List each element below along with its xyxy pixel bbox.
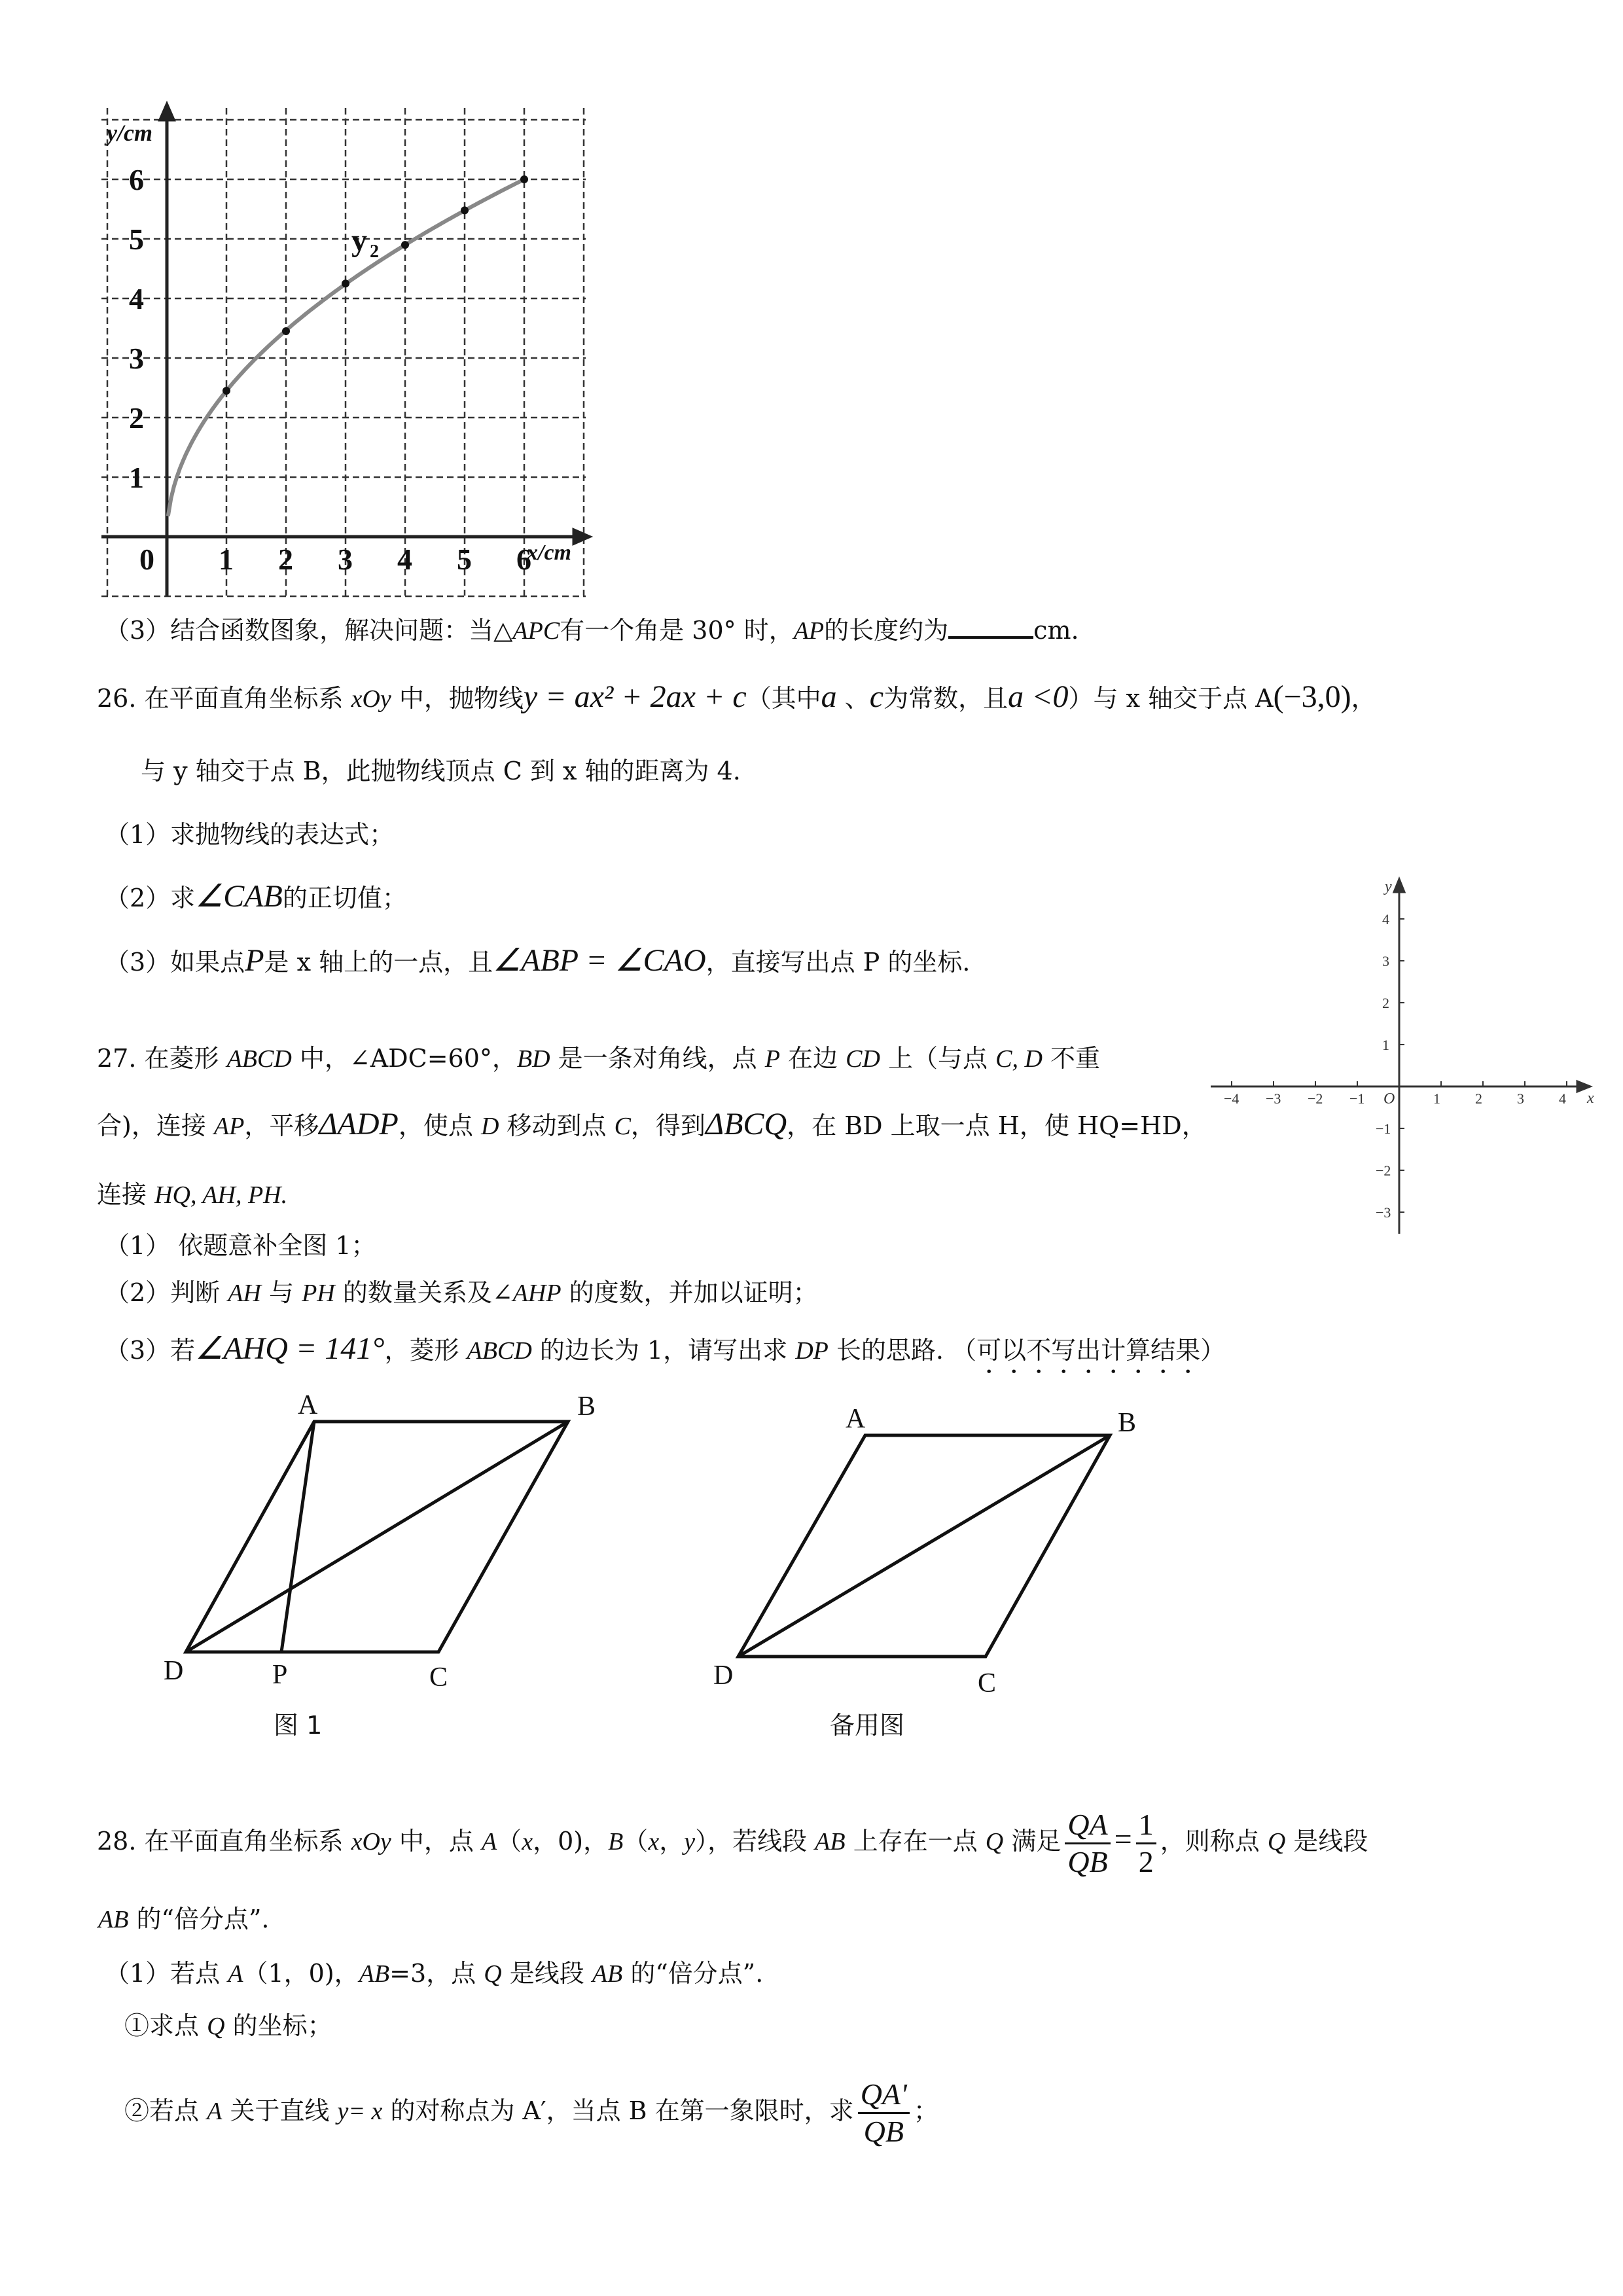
x-tick-label: −1 [1349,1090,1365,1107]
q25-unit: cm. [1033,616,1079,645]
q27-text: ，得到 [630,1111,705,1140]
q27-text: 在边 [779,1044,846,1073]
q28-ab: AB [359,1960,390,1988]
y-tick-label: 2 [1382,995,1389,1011]
q28-text: ， [659,1827,685,1856]
q28-text: 关于直线 [222,2096,338,2125]
q26-a: a [821,679,837,714]
q25-text-1: （3）结合函数图象，解决问题：当△ [105,616,513,645]
q28-sub1 [105,1957,763,1990]
x-tick-label: −4 [1224,1090,1240,1107]
label-c: C [429,1662,448,1693]
x-tick-label: 6 [516,543,531,576]
q26-text: 中，抛物线 [391,684,524,713]
q27-text: （3）若 [105,1336,196,1365]
q27-line1 [97,1042,1100,1075]
q27-text: 连接 [97,1180,155,1209]
q28-text: （ [623,1827,649,1856]
label-b: B [577,1391,596,1422]
y-tick-label: 6 [129,163,144,196]
q28-q: Q [985,1828,1004,1856]
figure-1-caption: 图 1 [274,1711,323,1740]
y-tick-label: 4 [1382,911,1389,927]
q27-text: ，使点 [398,1111,481,1140]
q26-text: ）与 x 轴交于点 A [1068,684,1274,713]
q28-text: 28. 在平面直角坐标系 [97,1827,351,1856]
origin-label: 0 [139,543,154,576]
q27-sub2 [105,1276,818,1310]
backup-figure-caption: 备用图 [830,1711,905,1740]
q26-text: 为常数，且 [883,684,1008,713]
x-tick-label: 3 [338,543,353,576]
q27-emphasis-text: 可以不写出计算结果 [976,1336,1201,1365]
q28-x: x [522,1828,533,1856]
function-graph-y2 [101,108,599,599]
y-tick-label: −2 [1376,1162,1391,1179]
q26-text: （2）求 [105,884,196,912]
q27-sub1: （1） 依题意补全图 1； [105,1231,376,1260]
q28-text: 的对称点为 A′，当点 B 在第一象限时，求 [382,2096,854,2125]
q27-text: 合)，连接 [97,1111,214,1140]
q26-sub2 [105,880,407,914]
frac-den: QB [863,2115,904,2148]
q27-cd: CD [846,1045,880,1073]
q26-point-a: (−3,0) [1273,679,1351,714]
equals-sign: = [1114,1822,1132,1857]
frac-num: 1 [1136,1807,1156,1844]
q27-text: 长的思路. （ [828,1336,977,1365]
x-tick-label: 2 [278,543,293,576]
q28-text: ），若线段 [695,1827,815,1856]
q27-text: （2）判断 [105,1278,228,1307]
y-tick-label: 1 [1382,1037,1389,1053]
q28-case1 [124,2009,332,2043]
q28-case2 [124,2075,938,2149]
q27-text: ，平移 [244,1111,319,1140]
q27-text: ，菱形 [384,1336,467,1365]
q28-a: A [207,2098,223,2125]
q27-cd-points: C, D [995,1045,1043,1073]
q26-cond: a <0 [1008,679,1069,714]
x-tick-label: 2 [1475,1090,1482,1107]
q28-y: y [684,1828,696,1856]
figure-1-rhombus [157,1390,615,1695]
q27-ap: AP [213,1113,245,1140]
q28-text: 的“倍分点”. [128,1905,270,1933]
diagonal-bd [186,1422,568,1652]
q27-text: ，在 BD 上取一点 H，使 HQ=HD， [787,1111,1207,1140]
q27-dp: DP [795,1337,829,1365]
q27-text: 不重 [1042,1044,1100,1073]
x-axis-arrow [574,530,589,543]
q27-text: 与 [260,1278,302,1307]
origin-label: O [1383,1090,1395,1107]
q26-p: P [245,943,264,978]
q26-text: （其中 [746,684,821,713]
q26-sub3 [105,944,970,978]
q28-ab: AB [98,1906,129,1933]
q28-line-eq: y= x [337,2098,383,2125]
q28-q: Q [1267,1828,1286,1856]
q28-text: ； [913,2096,938,2125]
label-a: A [298,1390,318,1420]
q27-p: P [764,1045,780,1073]
q28-a: A [228,1960,243,1988]
q27-ph: PH [302,1280,335,1307]
x-tick-label: −3 [1266,1090,1281,1107]
fraction-qa-prime-qb [858,2077,910,2149]
q25-ap: AP [793,617,825,645]
label-p: P [272,1660,288,1690]
data-point [520,175,528,183]
y-axis-label: y [1385,878,1392,895]
q26-line2: 与 y 轴交于点 B，此抛物线顶点 C 到 x 轴的距离为 4. [141,757,741,785]
q27-text: 是一条对角线，点 [550,1044,765,1073]
q28-text: 满足 [1003,1827,1061,1856]
q26-xoy: xOy [351,685,391,713]
q27-text: 的数量关系及∠ [334,1278,513,1307]
data-point [282,327,290,335]
y-tick-label: 3 [1382,953,1389,969]
q27-text: 移动到点 [499,1111,615,1140]
q28-text: 是线段 [501,1959,592,1988]
x-axis-label: x/cm [527,541,571,565]
q28-text: （1，0)， [243,1959,359,1988]
q28-text: =3，点 [389,1959,484,1988]
q28-x: x [648,1828,660,1856]
q27-abcd-2: ABCD [467,1337,532,1365]
q28-ab: AB [592,1960,623,1988]
q28-line1 [97,1804,1368,1880]
q27-text: 27. 在菱形 [97,1044,227,1073]
curve-label: y [351,223,367,258]
q28-q: Q [207,2013,225,2040]
label-b: B [1118,1408,1137,1438]
q27-bd: BD [516,1045,550,1073]
q27-text: 中，∠ADC=60°， [291,1044,517,1073]
q25-part3 [105,614,1079,647]
q28-text: ，则称点 [1160,1827,1268,1856]
y-tick-label: 1 [129,461,144,494]
q26-angle-cab: ∠CAB [195,879,283,914]
label-d: D [713,1660,734,1691]
y-tick-label: 4 [129,282,144,315]
frac-den: 2 [1138,1845,1154,1878]
q27-abcd: ABCD [226,1045,292,1073]
x-tick-label: 1 [219,543,234,576]
q28-q: Q [484,1960,502,1988]
q28-b: B [608,1828,624,1856]
q27-text: 的度数，并加以证明； [561,1278,818,1307]
fraction-qa-qb [1065,1807,1110,1880]
fraction-half [1136,1807,1156,1880]
q25-text-2: 有一个角是 30° 时， [560,616,794,645]
q26-c: c [869,679,884,714]
data-point [461,206,469,214]
frac-den: QB [1067,1845,1108,1878]
q28-text: ②若点 [124,2096,207,2125]
q28-a: A [481,1828,497,1856]
diagonal-bd [738,1435,1110,1657]
q28-text: 的坐标； [224,2011,332,2040]
x-tick-label: 1 [1433,1090,1440,1107]
q27-text: ） [1200,1336,1226,1365]
y-tick-label: 2 [129,401,144,435]
q28-text: ①求点 [124,2011,207,2040]
q27-d: D [480,1113,499,1140]
q26-text: ，直接写出点 P 的坐标. [705,948,971,977]
y-tick-label: 3 [129,342,144,375]
q28-text: （1）若点 [105,1959,228,1988]
q27-ah: AH [228,1280,261,1307]
label-a: A [846,1404,866,1434]
q28-text: 是线段 [1285,1827,1368,1856]
coordinate-plane [1204,877,1597,1244]
q26-line1 [97,681,1376,715]
q26-text: （3）如果点 [105,948,245,977]
q28-line2 [98,1903,269,1936]
y-axis-arrow [1394,879,1404,892]
q28-xoy: xOy [351,1828,391,1856]
q27-text: 上（与点 [880,1044,996,1073]
x-tick-label: 3 [1517,1090,1524,1107]
q27-line2 [97,1108,1207,1143]
q27-ahp: AHP [512,1280,562,1307]
label-c: C [978,1668,997,1698]
q28-text: 中，点 [391,1827,482,1856]
x-tick-label: 4 [397,543,412,576]
y-tick-label: 5 [129,223,144,256]
q27-sub3 [105,1333,1225,1379]
q26-text: 是 x 轴上的一点，且 [264,948,493,977]
q28-text: （ [497,1827,522,1856]
frac-num: QA [1065,1807,1110,1844]
q26-sub1: （1）求抛物线的表达式； [105,820,395,849]
q26-text: 、 [836,684,870,713]
segment-ap [281,1422,314,1652]
q25-text-3: 的长度约为 [824,616,949,645]
x-tick-label: 4 [1559,1090,1566,1107]
x-tick-label: −2 [1308,1090,1323,1107]
q25-apc: APC [512,617,560,645]
x-axis-label: x [1587,1090,1594,1107]
q27-connect-list: HQ, AH, PH. [154,1181,288,1209]
q28-text: 的“倍分点”. [622,1959,764,1988]
label-d: D [164,1656,184,1686]
data-point [342,279,349,287]
q28-text: 上存在一点 [845,1827,986,1856]
backup-figure-rhombus [713,1404,1171,1698]
y-tick-label: −1 [1376,1121,1391,1137]
q27-tri-adp: ΔADP [319,1107,399,1141]
data-point [223,387,230,395]
q27-angle-ahq: ∠AHQ = 141° [195,1331,385,1366]
frac-num: QA' [858,2077,910,2114]
data-point [401,241,409,249]
q28-text: ，0)， [533,1827,609,1856]
x-tick-label: 5 [457,543,472,576]
q26-text: ， [1351,684,1376,713]
answer-blank[interactable] [948,614,1033,639]
y-axis-arrow [160,105,173,120]
curve-label-sub: 2 [370,242,379,262]
q27-c: C [614,1113,631,1140]
q27-text: 的边长为 1，请写出求 [531,1336,796,1365]
q27-tri-bcq: ΔBCQ [705,1107,787,1141]
q26-text: 26. 在平面直角坐标系 [97,684,351,713]
q26-formula: y = ax² + 2ax + c [523,679,747,714]
y-tick-label: −3 [1376,1204,1391,1221]
q26-angle-eq: ∠ABP = ∠CAO [493,943,706,978]
q27-line3 [97,1178,287,1211]
y-axis-label: y/cm [107,120,152,146]
q26-text: 的正切值； [282,884,407,912]
q28-ab: AB [815,1828,846,1856]
